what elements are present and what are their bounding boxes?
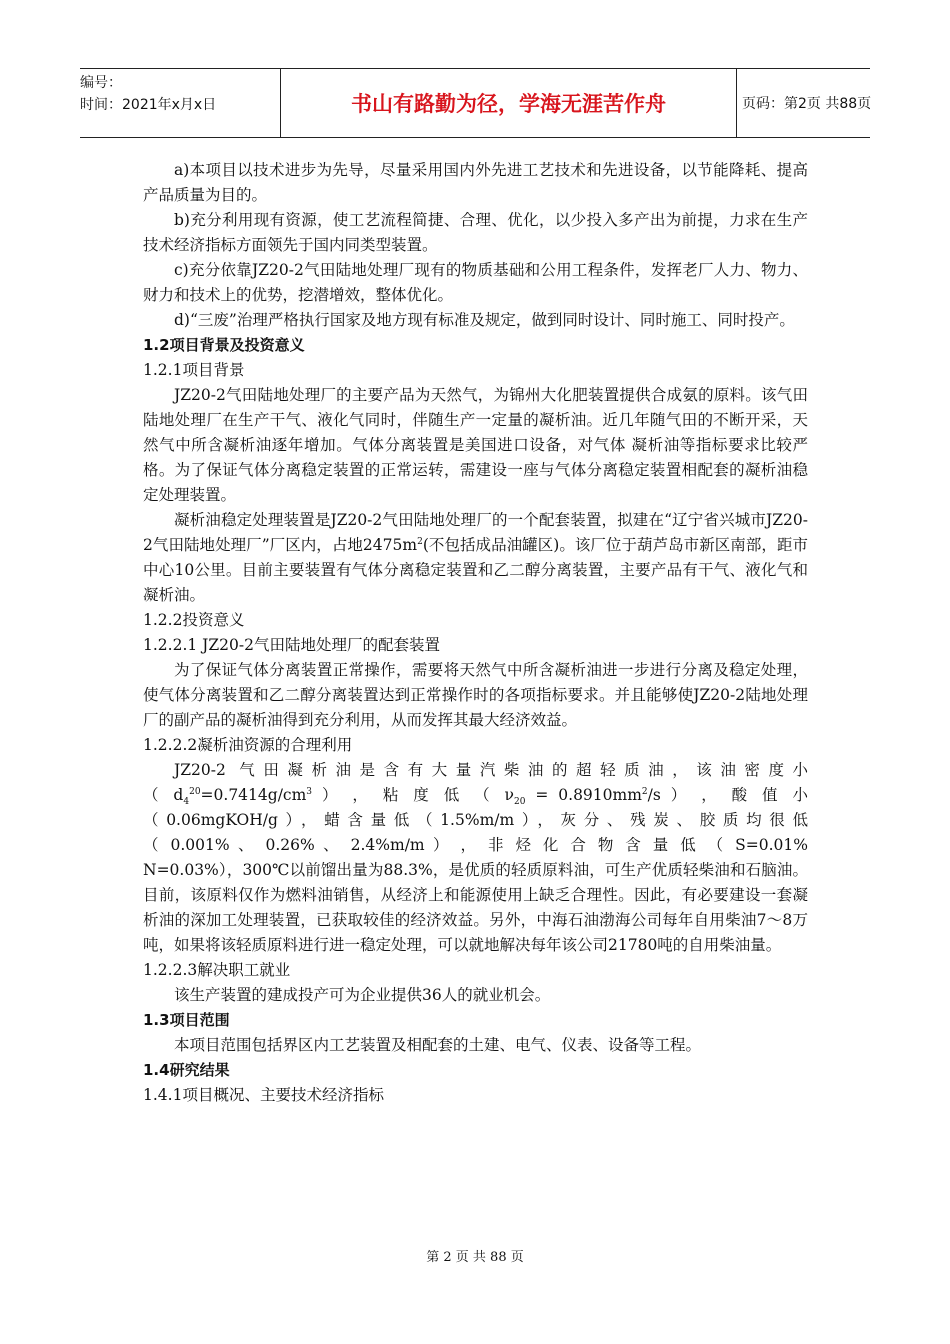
document-number-label: 编号： — [80, 75, 122, 91]
paragraph-d: d)“三废”治理严格执行国家及地方现有标准及规定，做到同时设计、同时施工、同时投产。 — [174, 311, 795, 329]
resource-l2-b: =0.7414g/cm — [200, 786, 307, 804]
header-motto: 书山有路勤为径，学海无涯苦作舟 — [280, 69, 737, 137]
document-body — [143, 158, 808, 1108]
resource-line-3: （0.06mgKOH/g），蜡含量低（1.5%m/m），灰分、残炭、胶质均很低 — [143, 811, 808, 829]
paragraph-c: c)充分依靠JZ20-2气田陆地处理厂现有的物质基础和公用工程条件，发挥老厂人力、物力、财力和技术上的优势，挖潜增效，整体优化。 — [143, 261, 808, 304]
paragraph-investment-1: 为了保证气体分离装置正常操作，需要将天然气中所含凝析油进一步进行分离及稳定处理，使气体分离装置和乙二醇分离装置达到正常操作时的各项指标要求。并且能够使JZ20-2陆地处理厂的副产品的凝析油得到充分利用，从而发挥其最大经济效益。 — [143, 661, 808, 729]
resource-line-4: （ 0.001% 、 0.26% 、 2.4%m/m ） ， 非 烃 化 合 物 含 量 低 （ S=0.01% — [143, 836, 808, 854]
page-header — [80, 68, 870, 138]
resource-l2-e: /s ） ， 酸 值 小 — [647, 786, 808, 804]
section-heading-1-2-2: 1.2.2投资意义 — [143, 611, 245, 629]
resource-rest: N=0.03%），300℃以前馏出量为88.3%，是优质的轻质原料油，可生产优质轻柴油和石脑油。目前，该原料仅作为燃料油销售，从经济上和能源使用上缺乏合理性。因此，有必要建设一套凝析油的深加工处理装置，已获取较佳的经济效益。另外，中海石油渤海公司每年自用柴油7～8万吨，如果将该轻质原料进行进一稳定处理，可以就地解决每年该公司21780吨的自用柴油量。 — [143, 861, 808, 954]
paragraph-a: a)本项目以技术进步为先导，尽量采用国内外先进工艺技术和先进设备，以节能降耗、提高产品质量为目的。 — [143, 161, 808, 204]
section-heading-1-2-1: 1.2.1项目背景 — [143, 361, 245, 379]
section-heading-1-3: 1.3项目范围 — [143, 1011, 230, 1029]
header-page-info: 页码：第2页 共88页 — [742, 96, 872, 112]
density-superscript: 20 — [189, 786, 201, 797]
section-heading-1-2: 1.2项目背景及投资意义 — [143, 336, 305, 354]
mm-superscript: 2 — [641, 786, 648, 797]
density-subscript: 4 — [183, 797, 190, 808]
background-2-text-a: 凝析油稳定处理装置是JZ20-2气田陆地处理厂的一个配套装置，拟建在“辽宁省兴城市JZ20-2气田陆地处理厂”厂区内，占地2475m — [143, 511, 808, 554]
cm-superscript: 3 — [306, 786, 313, 797]
paragraph-background-1: JZ20-2气田陆地处理厂的主要产品为天然气，为锦州大化肥装置提供合成氨的原料。该气田陆地处理厂在生产干气、液化气同时，伴随生产一定量的凝析油。近几年随气田的不断开采，天然气中所含凝析油逐年增加。气体分离装置是美国进口设备，对气体 凝析油等指标要求比较严格。为了保证气体分离稳定装置的正常运转，需建设一座与气体分离稳定装置相配套的凝析油稳定处理装置。 — [143, 386, 808, 504]
document-date: 时间：2021年x月x日 — [80, 97, 217, 113]
section-heading-1-4-1: 1.4.1项目概况、主要技术经济指标 — [143, 1086, 384, 1104]
resource-l2-d: = 0.8910mm — [525, 786, 642, 804]
resource-line-2 — [143, 783, 808, 808]
background-2-text-b: (不包括成品油罐区)。该厂位于葫芦岛市新区南部，距市中心10公里。目前主要装置有气体分离稳定装置和乙二醇分离装置，主要产品有干气、液化气和凝析油。 — [143, 536, 808, 604]
section-heading-1-2-2-2: 1.2.2.2凝析油资源的合理利用 — [143, 736, 353, 754]
paragraph-b: b)充分利用现有资源，使工艺流程简捷、合理、优化，以少投入多产出为前提，力求在生产技术经济指标方面领先于国内同类型装置。 — [143, 211, 808, 254]
paragraph-background-2 — [143, 508, 808, 608]
resource-l2-c: ） ， 粘 度 低 （ ν — [312, 786, 514, 804]
section-heading-1-2-2-1: 1.2.2.1 JZ20-2气田陆地处理厂的配套装置 — [143, 636, 440, 654]
viscosity-subscript: 20 — [513, 797, 526, 808]
paragraph-resource — [143, 758, 808, 958]
header-meta — [80, 69, 280, 137]
paragraph-scope: 本项目范围包括界区内工艺装置及相配套的土建、电气、仪表、设备等工程。 — [174, 1036, 702, 1054]
paragraph-jobs: 该生产装置的建成投产可为企业提供36人的就业机会。 — [174, 986, 551, 1004]
section-heading-1-2-2-3: 1.2.2.3解决职工就业 — [143, 961, 291, 979]
page-footer: 第 2 页 共 88 页 — [426, 1250, 524, 1265]
resource-l2-a: （ d — [143, 786, 184, 804]
resource-line-1: JZ20-2 气田凝析油是含有大量汽柴油的超轻质油，该油密度小 — [174, 761, 808, 779]
section-heading-1-4: 1.4研究结果 — [143, 1061, 230, 1079]
area-unit-superscript: 2 — [417, 536, 423, 547]
